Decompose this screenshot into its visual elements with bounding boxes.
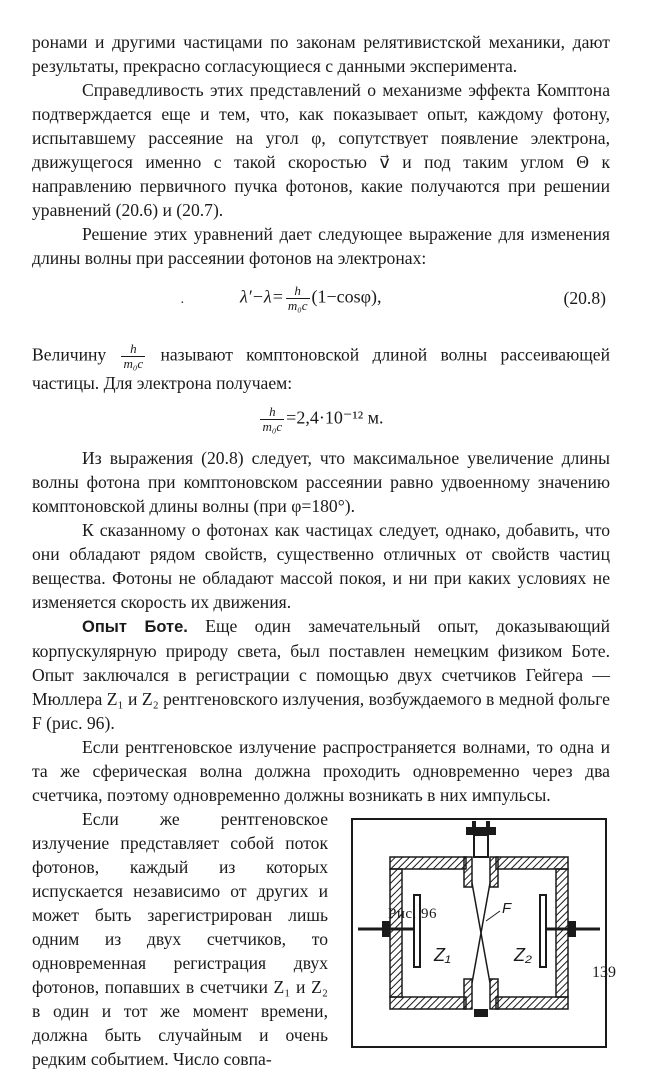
paragraph-5: Из выражения (20.8) следует, что максимальное увеличение длины волны фотона при комптоновском рассеянии равно удвоенному значению комптоновской длины волны (при φ=180°). [32, 448, 610, 516]
equation-number: (20.8) [563, 288, 606, 308]
paragraph-6: К сказанному о фотонах как частицах следует, однако, добавить, что они обладают рядом свойств, существенно отличных от свойств частиц вещества. Фотоны не обладают массой покоя, и ни при каких условиях не изменяется скорость их движения. [32, 520, 610, 612]
formula-20-8: · λ′−λ= $\frac{h}{\text{m₀c}}$ (1−cosφ), (20.8) [180, 283, 606, 313]
formula-rhs: (1−cosφ), [311, 286, 382, 307]
top-wall-left [390, 857, 466, 869]
partition-bottom-left [464, 979, 472, 1009]
paragraph-3: Решение этих уравнений дает следующее выражение для изменения длины волны при рассеянии фотонов на электронах: [32, 224, 610, 268]
partition-top-right [490, 857, 498, 887]
label-f-leader [486, 911, 500, 921]
figure-caption: Рис. 96 [388, 906, 438, 922]
formula-numerator: h [286, 284, 310, 299]
label-z1: Z₁ [434, 945, 451, 965]
paragraph-1: ронами и другими частицами по законам релятивистской механики, дают результаты, прекрасно согласующиеся с данными эксперимента. [32, 32, 610, 76]
top-stem [474, 835, 488, 857]
section-heading: Опыт Боте. [82, 618, 188, 636]
bottom-wall-left [390, 997, 466, 1009]
top-post-left [472, 821, 476, 829]
label-f: F [502, 900, 512, 917]
paragraph-9: Если же рентгеновское излучение представляет собой поток фотонов, каждый из которых испускается независимо от других и может быть зарегистрирован лишь одним из двух счетчиков, то одновременная регистрация двух фотонов, попавших в счетчики Z₁ и Z₂ в один и тот же момент времени, должна быть случайным и очень редким событием. Число совпа- [32, 809, 328, 1069]
partition-bottom-right [490, 979, 498, 1009]
text-with-figure [32, 807, 610, 1071]
paragraph-4: Величину $\frac{h}{\text{m₀c}}$ называют комптоновской длиной волны рассеивающей частицы. Для электрона получаем: [32, 341, 610, 393]
compton-value: =2,4·10⁻¹² м. [286, 407, 384, 428]
paragraph-2: Справедливость этих представлений о механизме эффекта Комптона подтверждается еще и тем, что, как показывает опыт, каждому фотону, испытавшему рассеяние на угол φ, сопутствует появление электрона, движущегося именно с такой скоростью v⃗ и под таким углом Θ к направлению первичного пучка фотонов, какие получаются при решении уравнений (20.6) и (20.7). [32, 80, 610, 220]
bottom-stem [474, 1009, 488, 1017]
paragraph-8: Если рентгеновское излучение распространяется волнами, то одна и та же сферическая волна должна проходить одновременно через два счетчика, поэтому одновременно должны возникать в них импульсы. [32, 737, 610, 805]
bothe-experiment-figure [350, 817, 608, 1049]
rod-right-seal [568, 921, 576, 937]
right-wall [556, 869, 568, 997]
rod-left-seal [382, 921, 390, 937]
page-body [32, 30, 610, 1071]
page-number: 139 [592, 964, 616, 981]
left-wall [390, 869, 402, 997]
bottom-wall-right [496, 997, 568, 1009]
top-wall-right [496, 857, 568, 869]
formula-compton-value: $\frac{h}{\text{m₀c}}$ =2,4·10⁻¹² м. [262, 404, 384, 434]
paragraph-7: Опыт Боте. Еще один замечательный опыт, доказывающий корпускулярную природу света, был поставлен немецким физиком Боте. Опыт заключался в регистрации с помощью двух счетчиков Гейгера — Мюллера Z₁ и Z₂ рентгеновского излучения, возбуждаемого в медной фольге F (рис. 96). [32, 616, 610, 733]
counter-z2-plate [540, 895, 546, 967]
label-z2: Z₂ [514, 945, 532, 965]
formula-lhs: λ′−λ= [240, 286, 284, 307]
partition-top-left [464, 857, 472, 887]
formula-denominator: m₀c [287, 298, 308, 313]
top-post-right [486, 821, 490, 829]
top-cap [466, 827, 496, 835]
